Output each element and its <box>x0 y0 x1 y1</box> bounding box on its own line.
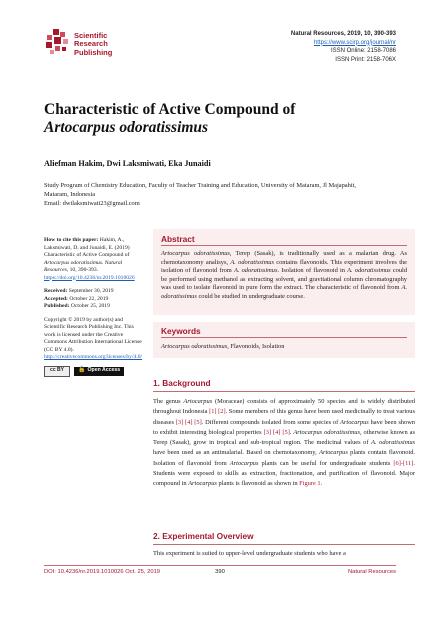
logo-line-2: Research <box>74 39 108 49</box>
abstract-segment: . Isolation of flavonoid in <box>277 267 348 274</box>
article-sidebar <box>44 237 144 377</box>
abstract-box <box>153 229 415 315</box>
abstract-heading: Abstract <box>161 234 195 244</box>
keywords-divider <box>161 337 407 338</box>
published-date <box>44 303 144 311</box>
published-value: October 25, 2019 <box>70 303 110 309</box>
cc-by-badge[interactable]: cc BY <box>44 366 70 377</box>
email: Email: dwilaksmiwati23@gmail.com <box>44 199 140 207</box>
open-lock-icon: 🔓 <box>78 367 86 374</box>
cite-journal: Natural Resources <box>44 259 123 273</box>
section-divider <box>153 391 415 392</box>
citation-block <box>44 237 144 275</box>
affiliation <box>44 182 404 208</box>
title-line-1: Characteristic of Active Compound of <box>44 101 296 118</box>
doi-link[interactable]: https://doi.org/10.4236/nr.2019.1010026 <box>44 274 135 281</box>
abstract-italic: A. odoratissimus <box>347 267 391 274</box>
issn-online: ISSN Online: 2158-7086 <box>330 48 396 55</box>
section-divider <box>153 544 415 545</box>
footer-divider <box>44 565 396 566</box>
page-number: 390 <box>215 569 225 575</box>
affiliation-line-1: Study Program of Chemistry Education, Faculty of Teacher Training and Education, University of Mataram, Jl Majapahit, <box>44 182 356 189</box>
journal-url-link[interactable]: https://www.scirp.org/journal/nr <box>313 39 396 46</box>
reference-link[interactable]: [3] [4] [5] <box>175 418 202 426</box>
abstract-segment: could be performed using methanol as extracting solvent, and gravitational column chromatography was used to isolate flavonoid in pure form the extract. The characteristic of flavonoid from <box>161 267 408 291</box>
cite-label: How to cite this paper: <box>44 237 99 243</box>
experimental-paragraph: This experiment is suited to upper-level undergraduate students who have a <box>153 550 346 557</box>
cite-text: , 10, 390-393. <box>66 267 99 273</box>
publisher-logo <box>44 28 154 64</box>
logo-line-3: Publishing <box>74 47 113 57</box>
logo-line-1: Scientific <box>74 31 108 40</box>
accepted-value: October 22, 2019 <box>69 295 109 302</box>
abstract-divider <box>161 245 407 246</box>
affiliation-line-2: Mataram, Indonesia <box>44 190 96 198</box>
open-access-badge[interactable] <box>74 367 124 376</box>
keyword-rest: , Flavonoids, Isolation <box>227 343 285 350</box>
abstract-italic: A. odoratissimus <box>161 284 407 300</box>
license-link[interactable]: http://creativecommons.org/licenses/by/4.0/ <box>44 354 143 360</box>
accepted-date <box>44 296 144 304</box>
journal-citation-line: Natural Resources, 2019, 10, 390-393 <box>290 31 396 37</box>
title-line-2: Artocarpus odoratissimus <box>44 119 209 136</box>
keywords-heading: Keywords <box>161 326 201 336</box>
footer-journal: Natural Resources <box>347 569 396 575</box>
footer-doi: DOI: 10.4236/nr.2019.1010026 Oct. 25, 2019 <box>44 569 161 575</box>
cite-text: . <box>101 259 105 266</box>
abstract-italic: Artocarpus odoratissimus <box>161 250 230 257</box>
scirp-logo-icon <box>44 28 70 56</box>
accepted-label: Accepted: <box>44 295 68 302</box>
received-date <box>44 288 144 296</box>
abstract-text <box>161 250 407 301</box>
license-badges <box>44 366 144 377</box>
open-access-label: Open Access <box>87 367 121 374</box>
abstract-segment: contains flavonoids. This experiment involves the isolation of flavonoid from <box>161 258 407 274</box>
cite-italic: Artocarpus odoratissimus <box>44 259 102 266</box>
reference-link[interactable]: [6]-[11] <box>393 459 414 467</box>
keywords-box <box>153 322 415 358</box>
abstract-italic: A. odoratissimus <box>230 258 274 266</box>
cite-text: Hakim, A., Laksmiwati, D. and Junaidi, E. (2019) Characteristic of Active Compound of <box>44 237 130 258</box>
reference-link[interactable]: [1] [2] <box>209 408 226 416</box>
keywords-text <box>161 343 284 350</box>
abstract-segment: could be studied in undergraduate course. <box>196 292 305 300</box>
figure-link[interactable]: Figure 1 <box>299 480 321 488</box>
keyword-italic: Artocarpus odoratissimus <box>161 343 228 350</box>
paper-title <box>44 101 404 137</box>
authors: Aliefman Hakim, Dwi Laksmiwati, Eka Junaidi <box>44 159 211 168</box>
section-heading-background: 1. Background <box>153 378 211 388</box>
abstract-segment: , Terep (Sasak), is traditionally used as a malarian drug. As chemotaxonomy analisys, <box>161 250 407 266</box>
abstract-italic: A. odoratissimus <box>233 267 278 274</box>
section-heading-experimental: 2. Experimental Overview <box>153 531 254 541</box>
issn-print: ISSN Print: 2158-706X <box>335 56 396 63</box>
background-paragraph: The genus Artocarpus (Moraceae) consists of approximately 50 species and is widely distributed throughout Indonesia [1] [2]. Some members of this genus have been used medicinally to treat various diseases [3] [4] [5]. Different compounds isolated from some species of Artocarpus have been shown to exhibit interesting biological properties [3] [4] [5]. Artocarpus odoratissimus, otherwise known as Terep (Sasak), grow in tropical and sub-tropical region. The medicinal values of A. odoratissimus have been used as an antimalarial. Based on chemotaxonomy, Artocarpus plants contain flavonoid. Isolation of flavonoid from Artocarpus plants can be useful for undergraduate students [6]-[11]. Students were exposed to skills as extraction, fractionation, and purification of flavonoid. Major compound in Artocarpus plants is flavonoid as shown in Figure 1. <box>153 398 416 488</box>
reference-link[interactable]: [3] [4] [5] <box>263 428 290 436</box>
received-label: Received: <box>44 288 68 294</box>
journal-info <box>291 30 396 64</box>
copyright-notice: Copyright © 2019 by author(s) and Scientific Research Publishing Inc. This work is licensed under the Creative Commons Attribution International License (CC BY 4.0). <box>44 316 142 353</box>
received-value: September 30, 2019 <box>68 288 114 294</box>
published-label: Published: <box>44 303 70 309</box>
